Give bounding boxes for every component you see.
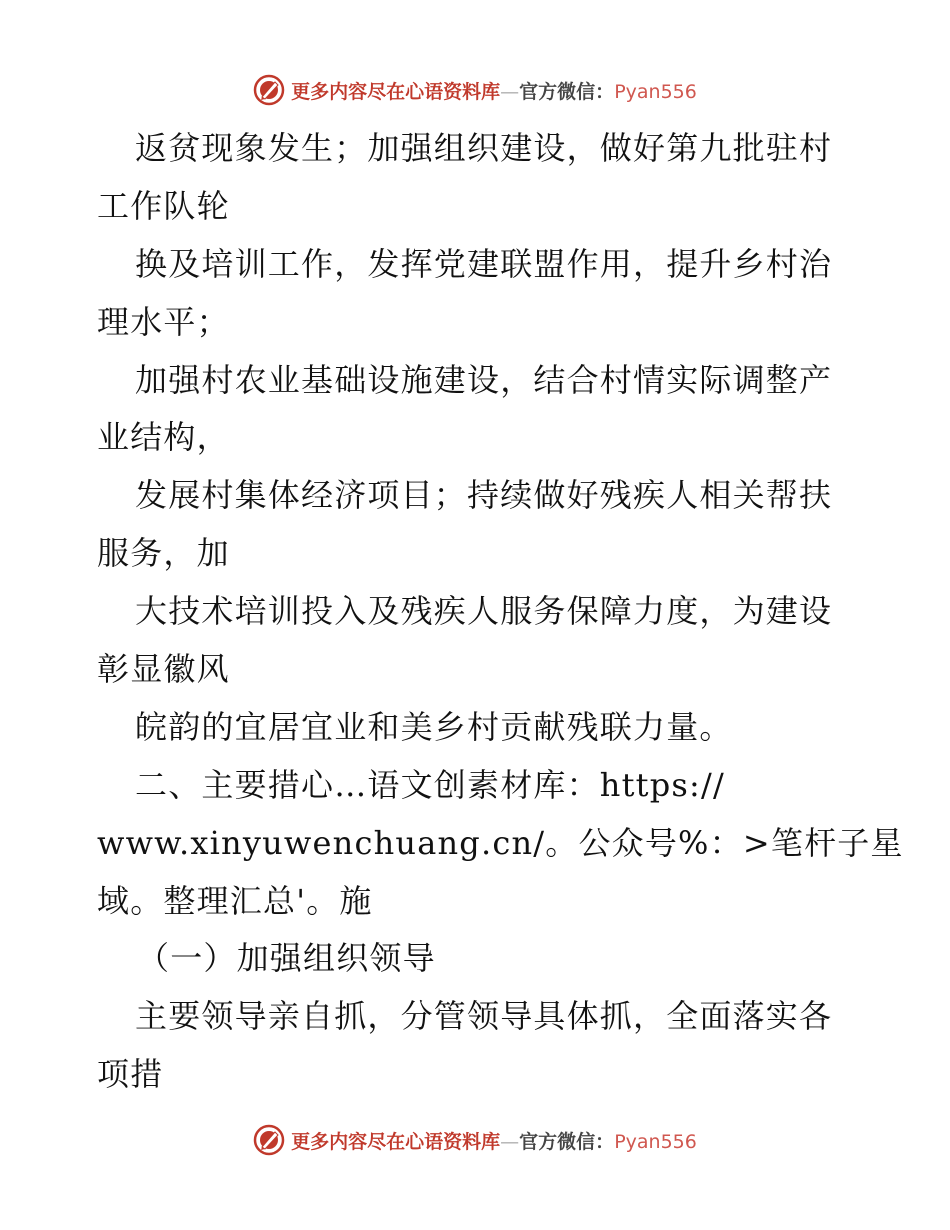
header-watermark-banner bbox=[0, 70, 950, 110]
header-wechat-label: 官方微信： bbox=[519, 80, 615, 103]
body-line: 项措 bbox=[97, 1055, 164, 1094]
body-line: 理水平； bbox=[97, 302, 230, 341]
document-body bbox=[97, 120, 904, 1104]
body-line: 主要领导亲自抓，分管领导具体抓，全面落实各 bbox=[135, 997, 833, 1036]
section-heading-measures: 二、主要措心…语文创素材库：https:// bbox=[135, 765, 725, 804]
footer-watermark-text bbox=[291, 1127, 697, 1154]
header-dash: — bbox=[500, 80, 520, 103]
body-line: 加强村农业基础设施建设，结合村情实际调整产 bbox=[135, 360, 833, 399]
footer-brand: 更多内容尽在心语资料库 bbox=[291, 1130, 501, 1153]
body-line: 服务，加 bbox=[97, 534, 230, 573]
body-line: 大技术培训投入及残疾人服务保障力度，为建设 bbox=[135, 592, 833, 631]
body-line: 皖韵的宜居宜业和美乡村贡献残联力量。 bbox=[135, 707, 733, 746]
footer-wechat-label: 官方微信： bbox=[519, 1130, 615, 1153]
footer-dash: — bbox=[500, 1130, 520, 1153]
header-watermark-text bbox=[291, 77, 697, 104]
logo-pen-icon bbox=[253, 74, 285, 106]
body-line: 域。整理汇总'。施 bbox=[97, 881, 373, 920]
footer-watermark-banner bbox=[0, 1120, 950, 1160]
body-line: 工作队轮 bbox=[97, 186, 230, 225]
header-wechat-id: Pyan556 bbox=[614, 80, 697, 103]
body-line: 发展村集体经济项目；持续做好残疾人相关帮扶 bbox=[135, 476, 833, 515]
subsection-heading: （一）加强组织领导 bbox=[137, 939, 436, 978]
body-line: 返贫现象发生；加强组织建设，做好第九批驻村 bbox=[135, 129, 833, 167]
header-brand: 更多内容尽在心语资料库 bbox=[291, 80, 501, 103]
logo-pen-icon bbox=[253, 1124, 285, 1156]
body-line: 业结构， bbox=[97, 418, 230, 457]
body-line: 彰显徽风 bbox=[97, 650, 230, 689]
body-line: www.xinyuwenchuang.cn/。公众号%：>笔杆子星 bbox=[97, 823, 904, 862]
body-line: 换及培训工作，发挥党建联盟作用，提升乡村治 bbox=[135, 244, 833, 283]
footer-wechat-id: Pyan556 bbox=[614, 1130, 697, 1153]
